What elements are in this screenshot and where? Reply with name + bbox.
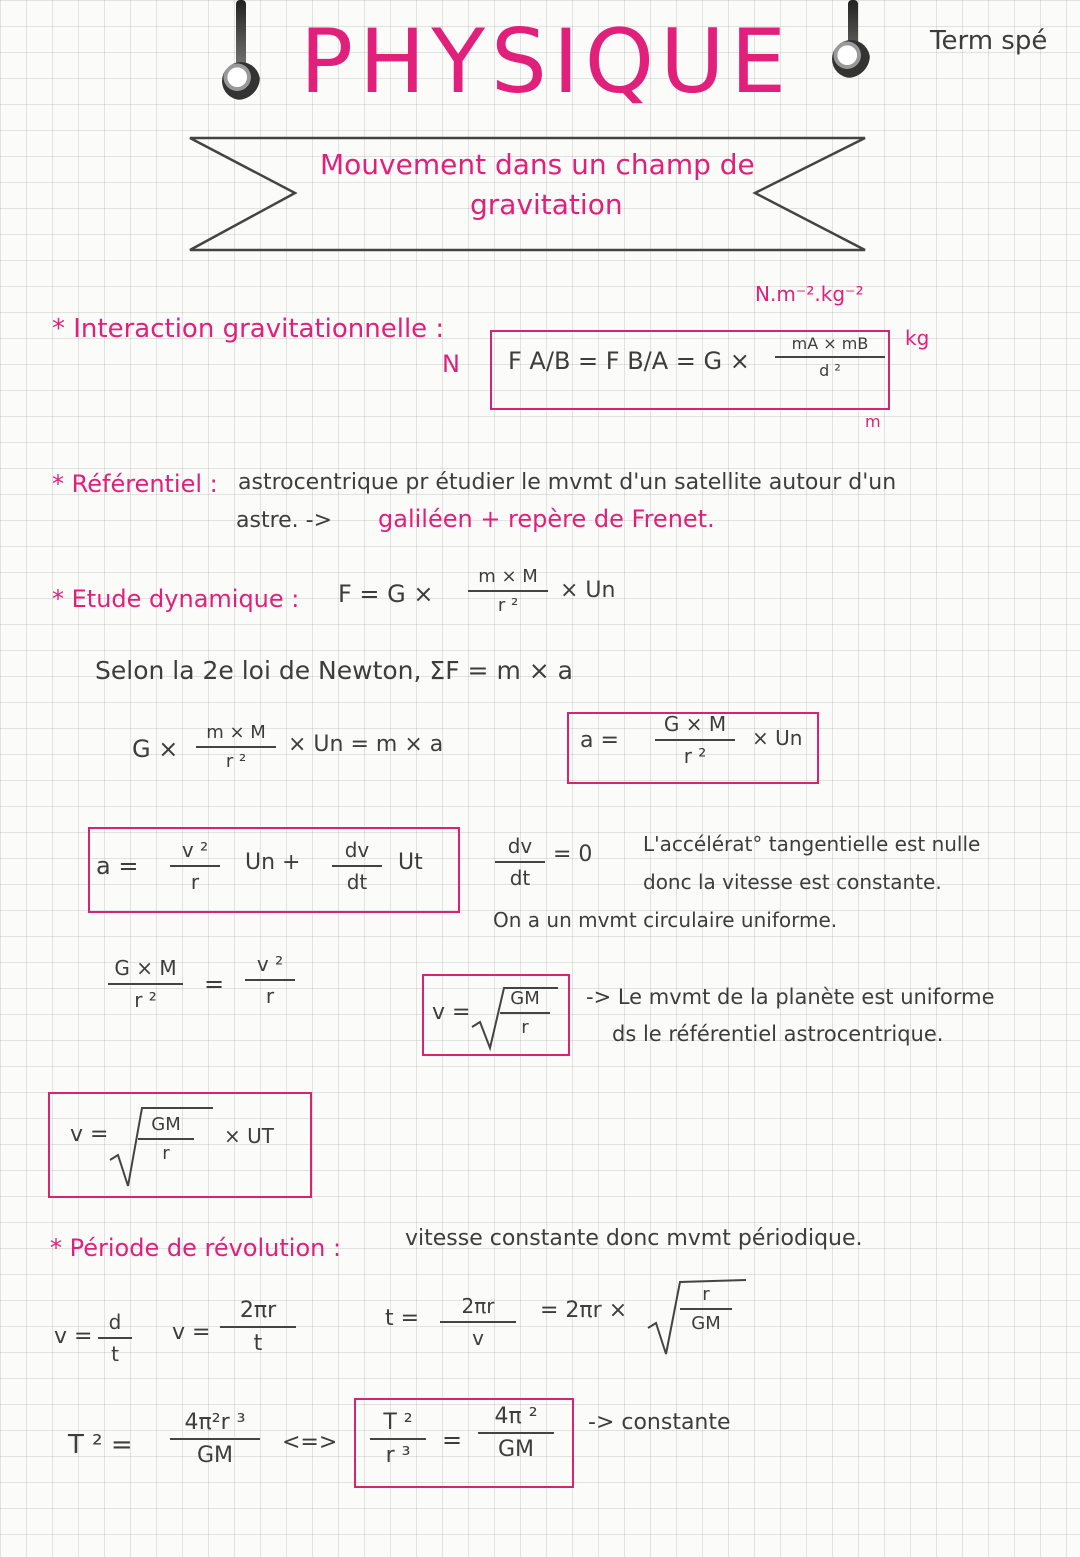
vvec-numerator: GM: [151, 1114, 181, 1135]
v2-numerator: 2πr: [239, 1298, 277, 1323]
newton-law-left: F A/B = F B/A = G ×: [508, 347, 750, 375]
frenet-mid: Un +: [245, 850, 301, 875]
unit-G: N.m⁻².kg⁻²: [755, 282, 864, 306]
acc-numerator: G × M: [663, 712, 727, 736]
section-heading-referentiel: * Référentiel :: [52, 470, 218, 498]
force-right: × Un: [560, 578, 616, 603]
fraction-bar: [220, 1326, 296, 1328]
fraction-bar: [495, 861, 545, 863]
kepler-denominator-left: r ³: [385, 1443, 411, 1468]
vvec-fraction: [138, 1114, 194, 1164]
fraction-bar: [680, 1308, 732, 1310]
note-vitesse-constante: donc la vitesse est constante.: [643, 870, 942, 894]
section-heading-periode: * Période de révolution :: [50, 1234, 342, 1262]
T-left: T ² =: [68, 1430, 133, 1460]
referentiel-text2a: astre. ->: [236, 508, 333, 533]
fraction-bar: [170, 1438, 260, 1440]
fraction-bar: [370, 1438, 426, 1440]
newton-law-fraction: [775, 334, 885, 380]
force-left: F = G ×: [338, 580, 434, 608]
dvdt-fraction: [495, 834, 545, 890]
vvec-right: × UT: [224, 1124, 274, 1148]
fraction-bar: [138, 1138, 194, 1140]
kepler-denominator-right: GM: [497, 1437, 535, 1462]
t-fraction: [440, 1294, 516, 1350]
eq1-fraction: [196, 722, 276, 772]
fraction-bar: [655, 739, 735, 741]
kepler-fraction-right: [478, 1404, 554, 1462]
note-acceleration-nulle: L'accélérat° tangentielle est nulle: [643, 832, 981, 856]
v1-fraction: [98, 1310, 132, 1366]
v2-denominator: t: [253, 1331, 263, 1356]
t-denominator: v: [472, 1326, 484, 1350]
section-heading-dynamique: * Etude dynamique :: [52, 585, 300, 613]
fraction-bar: [170, 865, 220, 867]
frenet-left: a =: [96, 852, 139, 880]
T-numerator: 4π²r ³: [184, 1410, 246, 1435]
t-sqrt-fraction: [680, 1284, 732, 1334]
periode-text: vitesse constante donc mvmt périodique.: [405, 1226, 863, 1251]
kepler-fraction-left: [370, 1410, 426, 1468]
unit-m: m: [865, 412, 881, 431]
unit-N: N: [442, 350, 460, 378]
fraction-bar: [775, 356, 885, 358]
t-right: = 2πr ×: [540, 1298, 628, 1323]
v-left: v =: [432, 1000, 471, 1025]
force-numerator: m × M: [478, 566, 538, 587]
t-sqrt-denominator: GM: [691, 1313, 721, 1334]
frenet-denominator2: dt: [346, 870, 368, 894]
banner-line2: gravitation: [470, 188, 623, 221]
dvdt-denominator: dt: [509, 866, 531, 890]
fraction-bar: [108, 983, 183, 985]
equivalence: <=>: [282, 1430, 338, 1455]
class-tag: Term spé: [930, 26, 1048, 56]
newton-law-denominator: d ²: [819, 361, 841, 380]
newton-second-law: Selon la 2e loi de Newton, ΣF = m × a: [95, 656, 573, 685]
T-fraction: [170, 1410, 260, 1468]
acc-denominator: r ²: [683, 744, 707, 768]
referentiel-text1: astrocentrique pr étudier le mvmt d'un satellite autour d'un: [238, 470, 897, 495]
v-fraction: [500, 988, 550, 1038]
v1-numerator: d: [108, 1310, 122, 1334]
v2-fraction: [220, 1298, 296, 1356]
unit-kg: kg: [905, 326, 930, 350]
kepler-numerator-right: 4π ²: [494, 1404, 538, 1429]
section-heading-interaction: * Interaction gravitationnelle :: [52, 314, 445, 344]
binder-ring-right: [832, 40, 870, 78]
eq1-left: G ×: [132, 735, 179, 763]
vvec-left: v =: [70, 1122, 109, 1147]
kepler-numerator-left: T ²: [383, 1410, 413, 1435]
vvec-denominator: r: [162, 1143, 170, 1164]
T-denominator: GM: [196, 1443, 234, 1468]
v1-left: v =: [54, 1324, 93, 1349]
frenet-fraction1: [170, 838, 220, 894]
eq2-fraction-left: [108, 956, 183, 1012]
t-sqrt-numerator: r: [702, 1284, 710, 1305]
page-title: PHYSIQUE: [300, 10, 793, 113]
fraction-bar: [245, 979, 295, 981]
binder-wire-left: [236, 0, 246, 70]
v2-left: v =: [172, 1320, 211, 1345]
v1-denominator: t: [111, 1342, 119, 1366]
fraction-bar: [468, 590, 548, 592]
dvdt-right: = 0: [553, 842, 593, 867]
kepler-note: -> constante: [588, 1410, 731, 1435]
t-numerator: 2πr: [461, 1294, 495, 1318]
v-denominator: r: [521, 1017, 529, 1038]
frenet-fraction2: [332, 838, 382, 894]
eq1-right: × Un = m × a: [288, 732, 444, 757]
acc-left: a =: [580, 728, 619, 753]
acc-right: × Un: [752, 726, 803, 750]
eq2-numerator-left: G × M: [114, 956, 177, 980]
fraction-bar: [500, 1012, 550, 1014]
fraction-bar: [440, 1321, 516, 1323]
v-numerator: GM: [510, 988, 540, 1009]
fraction-bar: [98, 1337, 132, 1339]
eq2-numerator-right: v ²: [256, 952, 284, 976]
note-astrocentrique: ds le référentiel astrocentrique.: [612, 1022, 944, 1046]
newton-law-numerator: mA × mB: [791, 334, 869, 353]
acc-fraction: [655, 712, 735, 768]
force-fraction: [468, 566, 548, 616]
kepler-equals: =: [442, 1426, 463, 1454]
eq2-denominator-left: r ²: [134, 988, 157, 1012]
force-denominator: r ²: [497, 595, 519, 616]
frenet-right: Ut: [398, 850, 423, 875]
note-uniforme: -> Le mvmt de la planète est uniforme: [586, 985, 995, 1009]
banner-line1: Mouvement dans un champ de: [320, 148, 755, 181]
eq2-denominator-right: r: [265, 984, 275, 1008]
frenet-numerator2: dv: [344, 838, 370, 862]
eq2-equals: =: [204, 970, 225, 998]
binder-ring-left: [222, 62, 260, 100]
t-left: t =: [385, 1306, 420, 1331]
eq1-numerator: m × M: [206, 722, 266, 743]
frenet-denominator1: r: [190, 870, 200, 894]
note-mvmt-circulaire: On a un mvmt circulaire uniforme.: [493, 908, 838, 932]
eq1-denominator: r ²: [225, 751, 247, 772]
referentiel-text2b: galiléen + repère de Frenet.: [378, 505, 715, 533]
fraction-bar: [196, 746, 276, 748]
frenet-numerator1: v ²: [181, 838, 209, 862]
eq2-fraction-right: [245, 952, 295, 1008]
fraction-bar: [478, 1432, 554, 1434]
dvdt-numerator: dv: [507, 834, 533, 858]
fraction-bar: [332, 865, 382, 867]
